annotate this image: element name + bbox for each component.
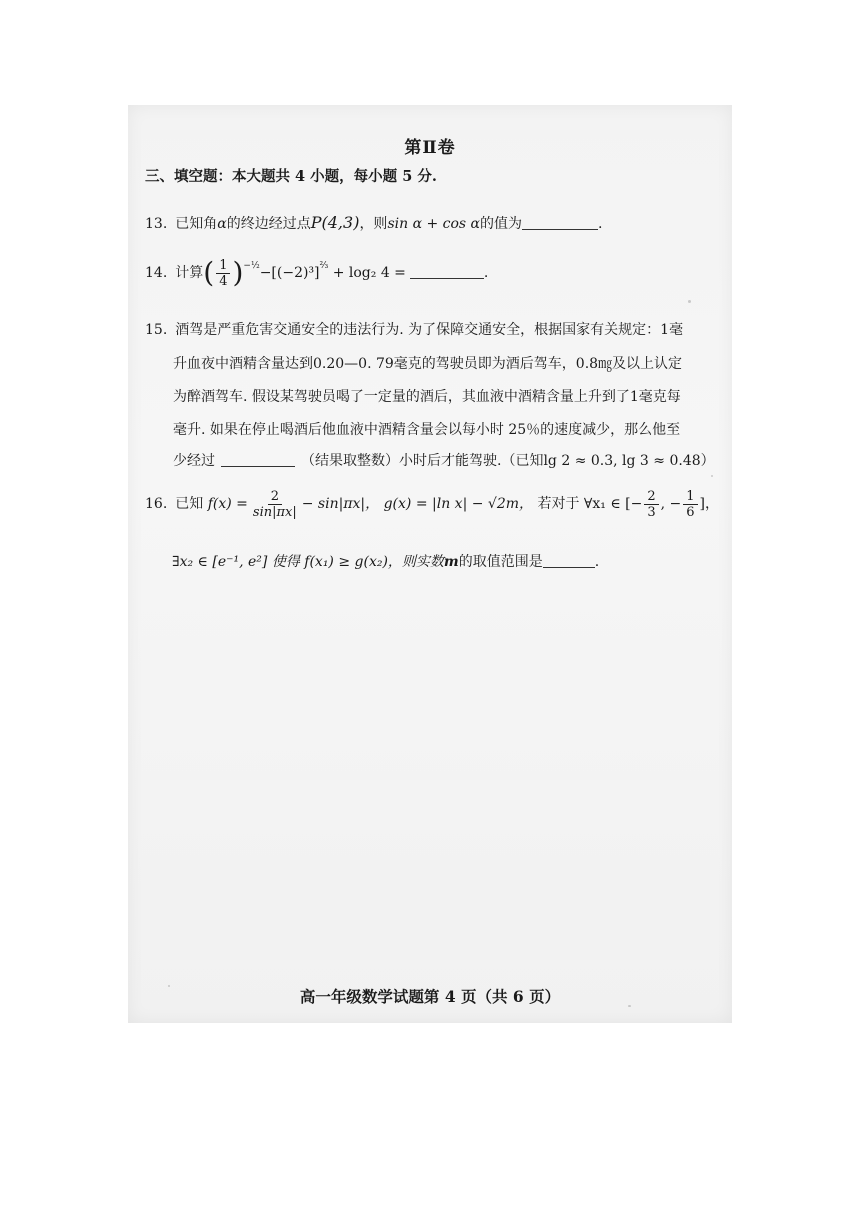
q16-line2-b: 的取值范围是 [458, 554, 543, 570]
q13-text-end: 的值为 [480, 216, 523, 232]
q15-last-after: （结果取整数）小时后才能驾驶.（已知lg 2 ≈ 0.3, lg 3 ≈ 0.48） [301, 453, 715, 469]
question-15 [145, 320, 683, 340]
q16-cond1: 若对于 ∀x₁ ∈ [− [537, 496, 643, 512]
section-instruction: 三、填空题：本大题共 4 小题，每小题 5 分. [145, 168, 437, 185]
q14-exponent-1: −½ [243, 261, 260, 271]
q13-text-after: ，则 [359, 216, 388, 232]
q14-middle: −[(−2)³] [259, 265, 320, 281]
q13-point: P(4,3) [310, 213, 360, 232]
q13-text-mid: 的终边经过点 [226, 216, 311, 232]
q16-end: . [594, 554, 600, 570]
q16-g: g(x) = |ln x| − √2m， [383, 496, 534, 512]
q14-exponent-2: ⅔ [319, 261, 329, 271]
q13-text-before: 已知角 [175, 216, 218, 232]
q14-log: + log₂ 4 = [332, 265, 406, 281]
q16-f-rest: − sin|πx|， [301, 496, 380, 512]
answer-blank [410, 264, 484, 279]
scan-speck [711, 475, 713, 477]
q16-fraction-b: $\frac{1}{6}$ [683, 489, 697, 520]
q16-line-2 [172, 551, 599, 571]
question-number: 14. [145, 265, 168, 281]
answer-blank [522, 215, 598, 230]
q14-end: . [483, 265, 489, 281]
answer-blank [543, 553, 595, 568]
question-number: 13. [145, 216, 168, 232]
answer-blank [221, 452, 295, 467]
q16-f-fraction: $\frac{2}{\sin|\pi x|}$ [252, 488, 297, 520]
q16-cond1-end: ]， [699, 496, 720, 512]
q15-line-5 [173, 450, 715, 470]
q16-fraction-a: $\frac{2}{3}$ [644, 489, 658, 520]
q15-line-4: 毫升. 如果在停止喝酒后他血液中酒精含量会以每小时 25％的速度减少，那么他至 [173, 422, 681, 438]
q14-fraction: $\frac{1}{4}$ [216, 258, 230, 289]
q13-alpha: α [217, 216, 227, 232]
question-number: 15. [145, 322, 168, 338]
section-title: 第Ⅱ卷 [404, 138, 456, 158]
q16-m: m [443, 554, 459, 570]
q13-expression: sin α + cos α [387, 216, 481, 232]
q16-line2-a: ∃x₂ ∈ [e⁻¹, e²] 使得 f(x₁) ≥ g(x₂)，则实数 [172, 554, 444, 570]
q16-text-before: 已知 [175, 496, 204, 512]
page-footer: 高一年级数学试题第 4 页（共 6 页） [299, 987, 561, 1006]
q15-line-3: 为醉酒驾车. 假设某驾驶员喝了一定量的酒后，其血液中酒精含量上升到了1毫克每 [173, 389, 681, 405]
question-13 [145, 213, 602, 234]
question-14: 14. 计算( $\frac{1}{4}$ )$^{-\frac{1}{2}}-[(-2)^3]^{\frac{2}{3}} + \log_2$ 4 = . [145, 256, 489, 289]
question-number: 16. [145, 496, 168, 512]
q16-f-lhs: f(x) = [207, 496, 248, 512]
q14-text-before: 计算 [175, 265, 204, 281]
q15-line-1: 酒驾是严重危害交通安全的违法行为. 为了保障交通安全，根据国家有关规定：1毫 [175, 322, 684, 338]
question-16 [145, 484, 719, 524]
q15-line-2: 升血夜中酒精含量达到0.20—0. 79毫克的驾驶员即为酒后驾车，0.8㎎及以上认定 [173, 356, 683, 372]
q13-end: . [598, 216, 603, 232]
q16-comma: , − [660, 496, 682, 512]
scan-speck [688, 300, 691, 303]
q15-last-before: 少经过 [173, 453, 215, 469]
